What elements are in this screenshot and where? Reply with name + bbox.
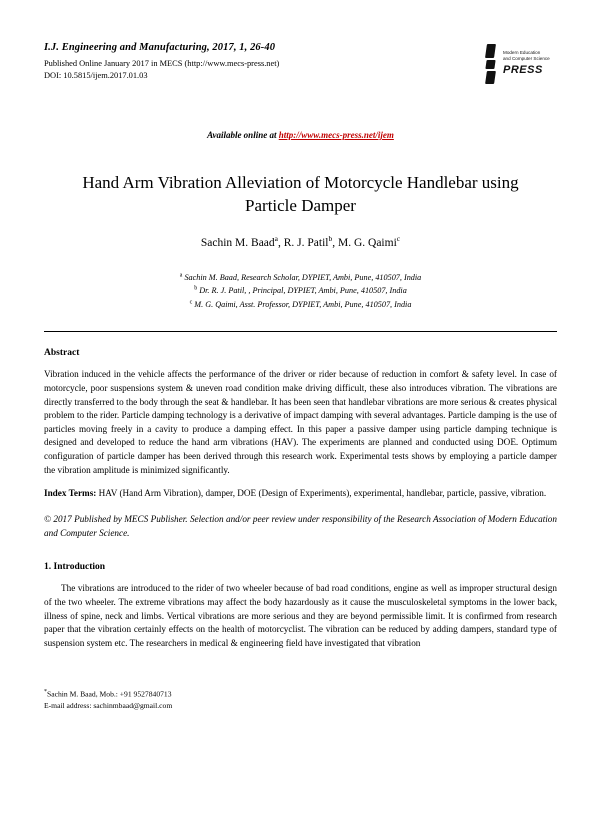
index-terms-label: Index Terms: (44, 488, 97, 499)
affiliation-mark: a (179, 271, 183, 278)
logo-line-2: and Computer Science (503, 56, 550, 62)
doi-line: DOI: 10.5815/ijem.2017.01.03 (44, 71, 148, 81)
introduction-heading: 1. Introduction (44, 562, 106, 573)
footnote-line-2: E-mail address: sachinmbaad@gmail.com (44, 701, 173, 711)
affiliation-item (44, 284, 557, 298)
author-name: R. J. Patil (283, 236, 329, 249)
logo-bars-icon (483, 44, 500, 84)
footnote-line-1 (44, 688, 557, 700)
affiliation-text: Sachin M. Baad, Research Scholar, DYPIET, Ambi, Pune, 410507, India (184, 272, 422, 282)
page-title: Hand Arm Vibration Alleviation of Motorcycle Handlebar using Particle Damper (82, 173, 519, 215)
abstract-heading: Abstract (44, 348, 80, 359)
affiliation-list (44, 271, 557, 312)
author-name: Sachin M. Baad (200, 236, 275, 249)
mecs-press-logo (483, 38, 557, 90)
author-mark: a (274, 233, 278, 243)
affiliation-mark: c (189, 299, 193, 306)
available-online-line (44, 130, 557, 140)
footnote-mark: * (44, 688, 47, 695)
index-terms-text: HAV (Hand Arm Vibration), damper, DOE (Design of Experiments), experimental, handlebar, particle, passive, vibration. (96, 488, 547, 499)
copyright-statement: © 2017 Published by MECS Publisher. Selection and/or peer review under responsibility of the Research Association of Modern Education and Computer Science. (44, 513, 557, 538)
available-prefix: Available online at (207, 130, 279, 140)
journal-url-link[interactable]: http://www.mecs-press.net/ijem (278, 130, 394, 140)
page-header (44, 42, 557, 104)
abstract-text: Vibration induced in the vehicle affects the performance of the driver or rider because of reduction in comfort & safety level. In case of motorcycle, poor suspensions system & uneven road condition make driving difficult, these also introduces vibration. The vibrations are directly transferred to the body through the seat & handlebar. It has been seen that handlebar vibrations are more serious & creates physical problem to the rider. Particle damping technology is a derivative of impact damping with several advantages. Particle damping is the use of particles moving freely in a cavity to produce a damping effect. In this paper a passive damper using particle damping technique is designed and developed to reduce the hand arm vibrations (HAV). The experiments are planned and conducted using DOE. Optimum configuration of particle damper has been derived through this research work. Experimental tests shows by employing a particle damper the vibration amplitude is minimized significantly. (44, 369, 557, 475)
author-mark: b (328, 233, 333, 243)
affiliation-item (44, 298, 557, 312)
affiliation-text: Dr. R. J. Patil, , Principal, DYPIET, Ambi, Pune, 410507, India (199, 286, 407, 296)
introduction-paragraph: The vibrations are introduced to the rider of two wheeler because of bad road conditions, engine as well as improper structural design of the two wheeler. The extreme vibrations may affect the body hazardously as it cause the musculoskeletal symptoms in the lower back, illness of spine, neck and limbs. Vertical vibrations are more serious and they are beyond permissible limit. It is confirmed from research paper that the vibration certainly effects on the health of motorcyclist. The vibration can be reduced by adding dampers, standard type of suspension system etc. The researchers in medical & engineering field have investigated that vibration (44, 583, 557, 648)
footnote-block (44, 688, 557, 712)
index-terms (44, 487, 557, 501)
footnote-contact: Sachin M. Baad, Mob.: +91 9527840713 (47, 689, 172, 699)
author-list: Sachin M. Baad$^a$, R. J. Patil$^b$, M. G. Qaimi$^c$ (200, 233, 401, 249)
author-mark: c (396, 233, 401, 243)
affiliation-item (44, 271, 557, 285)
logo-press-word: PRESS (503, 63, 543, 76)
published-line: Published Online January 2017 in MECS (http://www.mecs-press.net) (44, 59, 280, 68)
author-name: M. G. Qaimi (337, 236, 397, 249)
header-divider (44, 331, 557, 332)
logo-text (503, 50, 550, 77)
affiliation-mark: b (194, 285, 198, 292)
journal-citation: I.J. Engineering and Manufacturing, 2017, 1, 26-40 (44, 42, 276, 53)
logo-line-1: Modern Education (503, 50, 541, 56)
affiliation-text: M. G. Qaimi, Asst. Professor, DYPIET, Ambi, Pune, 410507, India (194, 299, 412, 309)
